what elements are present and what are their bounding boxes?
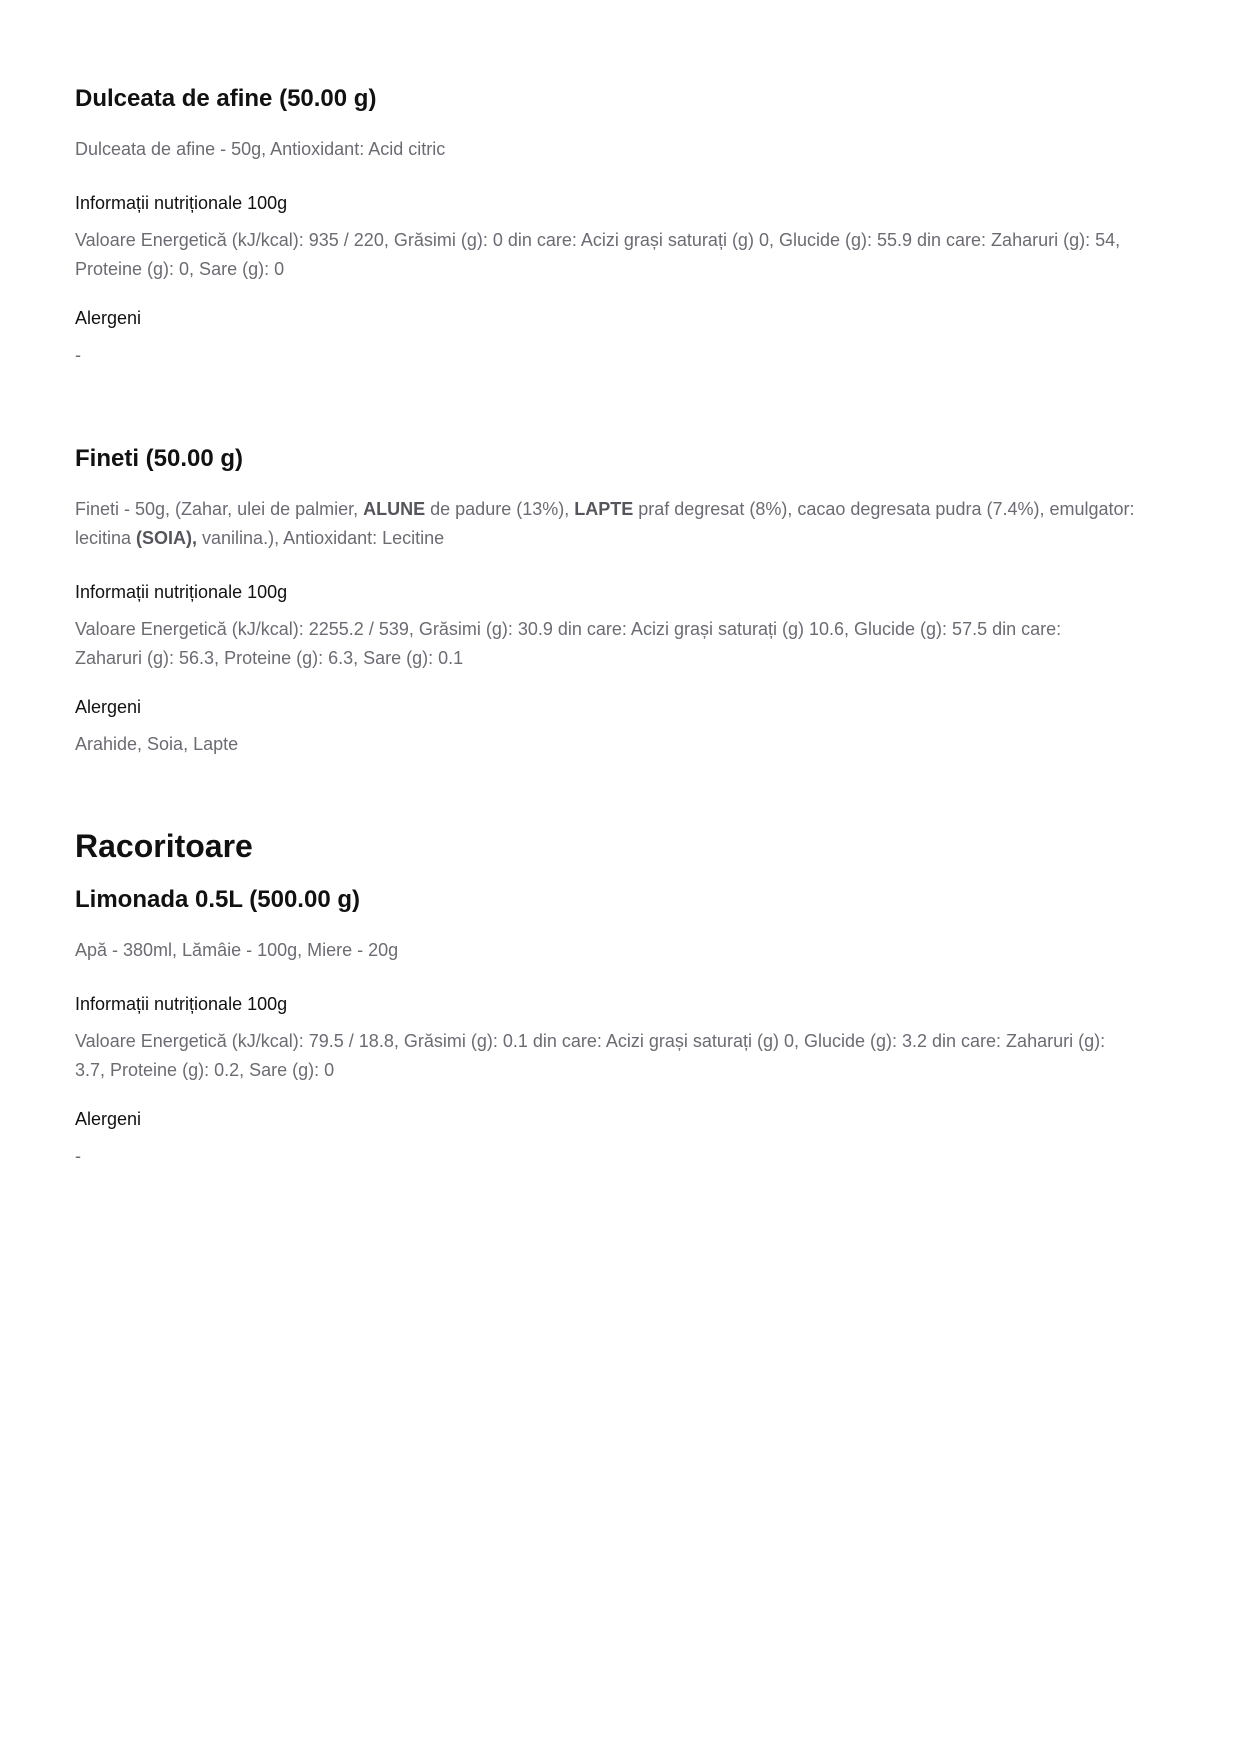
allergen-highlight: (SOIA),	[136, 528, 198, 548]
product-title: Limonada 0.5L (500.00 g)	[75, 886, 360, 913]
nutrition-values	[75, 615, 1175, 673]
nutrition-label: Informații nutriționale 100g	[75, 582, 288, 602]
ingredient-text: Fineti - 50g, (Zahar, ulei de palmier,	[75, 499, 364, 519]
nutrition-label: Informații nutriționale 100g	[75, 994, 288, 1014]
product-ingredients	[75, 495, 1175, 553]
nutrition-values	[75, 226, 1175, 284]
product-title: Dulceata de afine (50.00 g)	[75, 85, 377, 112]
ingredient-text: lecitina	[75, 528, 137, 548]
allergens-value: -	[75, 345, 81, 365]
nutrition-line: Valoare Energetică (kJ/kcal): 2255.2 / 539, Grăsimi (g): 30.9 din care: Acizi grași saturați (g) 10.6, Glucide (g): 57.5 din care:	[75, 619, 1062, 639]
nutrition-line: Zaharuri (g): 56.3, Proteine (g): 6.3, Sare (g): 0.1	[75, 648, 464, 668]
product-ingredients: Apă - 380ml, Lămâie - 100g, Miere - 20g	[75, 940, 399, 960]
allergens-label: Alergeni	[75, 308, 142, 328]
nutrition-line: 3.7, Proteine (g): 0.2, Sare (g): 0	[75, 1060, 335, 1080]
ingredient-text: vanilina.), Antioxidant: Lecitine	[197, 528, 445, 548]
ingredient-text: praf degresat (8%), cacao degresata pudra (7.4%), emulgator:	[633, 499, 1135, 519]
nutrition-values	[75, 1027, 1175, 1085]
category-title: Racoritoare	[75, 828, 253, 864]
product-ingredients: Dulceata de afine - 50g, Antioxidant: Acid citric	[75, 139, 446, 159]
allergens-label: Alergeni	[75, 697, 142, 717]
nutrition-line: Valoare Energetică (kJ/kcal): 935 / 220, Grăsimi (g): 0 din care: Acizi grași saturați (g) 0, Glucide (g): 55.9 din care: Zaharuri (g): 54,	[75, 230, 1121, 250]
product-title: Fineti (50.00 g)	[75, 445, 244, 472]
nutrition-label: Informații nutriționale 100g	[75, 193, 288, 213]
allergens-value: Arahide, Soia, Lapte	[75, 734, 239, 754]
allergen-highlight: ALUNE	[363, 499, 426, 519]
ingredient-text: de padure (13%),	[425, 499, 575, 519]
nutrition-line: Proteine (g): 0, Sare (g): 0	[75, 259, 285, 279]
allergens-label: Alergeni	[75, 1109, 142, 1129]
allergen-highlight: LAPTE	[574, 499, 634, 519]
allergens-value: -	[75, 1146, 81, 1166]
nutrition-line: Valoare Energetică (kJ/kcal): 79.5 / 18.8, Grăsimi (g): 0.1 din care: Acizi grași saturați (g) 0, Glucide (g): 3.2 din care: Zaharuri (g):	[75, 1031, 1106, 1051]
